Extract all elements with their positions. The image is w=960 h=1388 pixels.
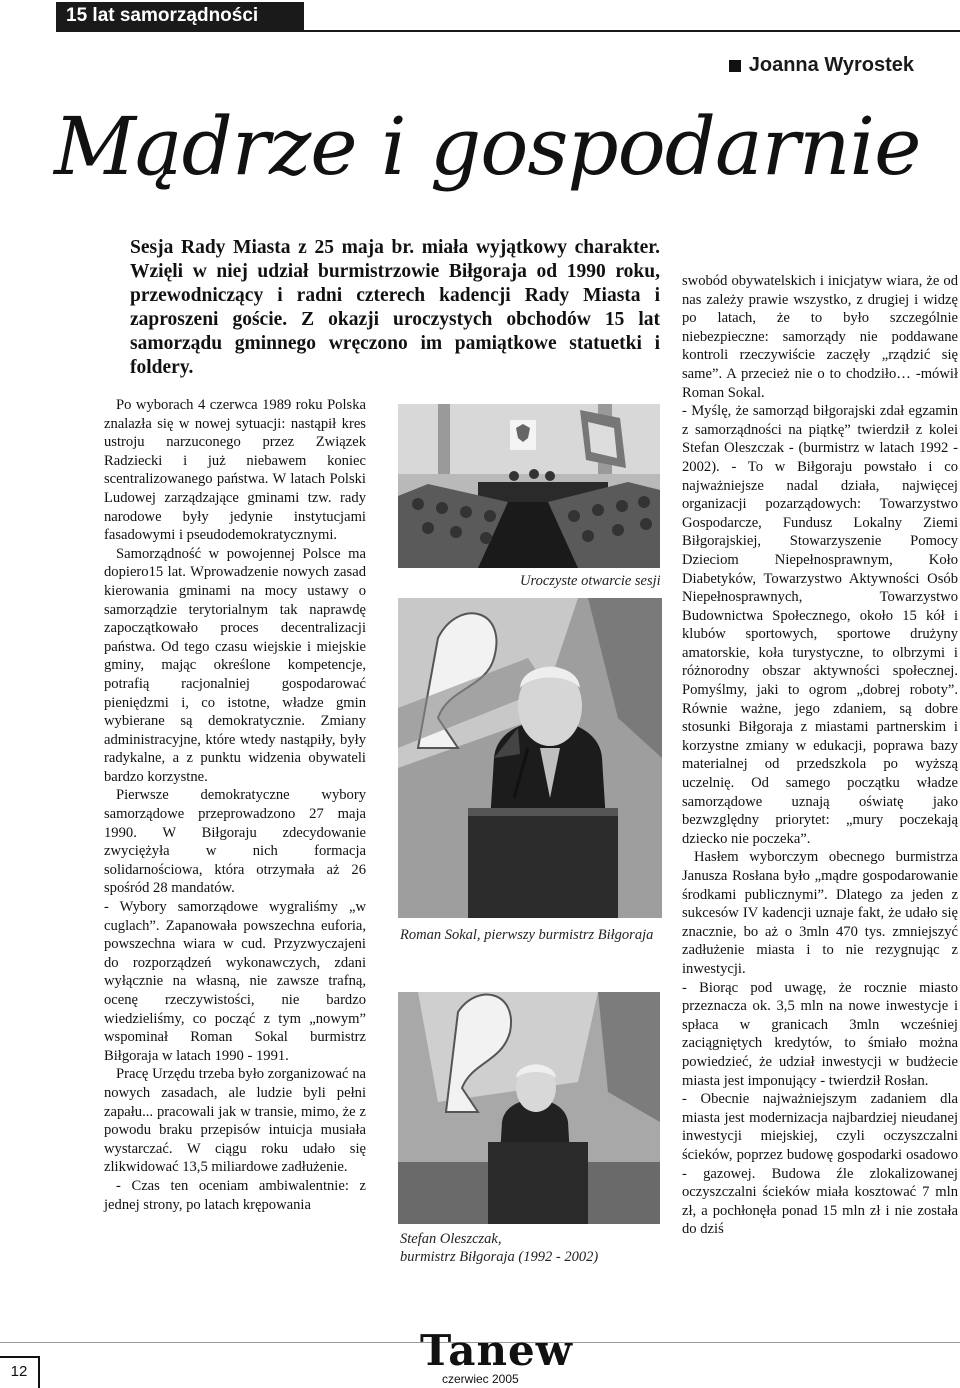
author-name: Joanna Wyrostek — [748, 54, 914, 76]
text-column-left — [104, 396, 366, 1214]
paragraph: - Obecnie najważniejszym zadaniem dla miasta jest modernizacja najbardziej nieudanej inwestycji miejskiej, czyli oczyszczalni ścieków, poprzez budowę gospodarki osadowo - gazowej. Budowa źle zlokalizowanej oczyszczalni ścieków miała kosztować 7 mln zł, a pochłonęła ponad 15 mln zł i nie została do dziś — [682, 1091, 958, 1238]
paragraph: - Biorąc pod uwagę, że rocznie miasto przeznacza ok. 3,5 mln na nowe inwestycje i spłaca w granicach 3mln wcześniej zaciągniętych kredytów, to śmiało można powiedzieć, że udział inwestycji w budżecie miasta jest imponujący - twierdził Rosłan. — [682, 979, 958, 1089]
author-byline — [729, 54, 914, 77]
header-rule — [56, 30, 960, 32]
magazine-logo: Tanew — [420, 1326, 573, 1375]
paragraph: Hasłem wyborczym obecnego burmistrza Janusza Rosłana było „mądre gospodarowanie środkami publicznymi”. Dlatego za jeden z sukcesów IV kadencji uznaje fakt, że udało się znacznie, bo aż o 3mln 470 tys. zmniejszyć zadłużenie miasta i to nie rezygnując z inwestycji. — [682, 849, 958, 977]
paragraph: Pracę Urzędu trzeba było zorganizować na nowych zasadach, ale ludzie byli pełni zapału... pracowali jak w transie, mimo, że z powodu braku przepisów intuicja musiała wystarczać. W ciągu roku udało się zlikwidować 13,5 miliardowe zadłużenie. — [104, 1066, 366, 1176]
paragraph: Samorządność w powojennej Polsce ma dopiero15 lat. Wprowadzenie nowych zasad kierowania gminami na mocy ustawy o samorządzie terytorialnym tak naprawdę zapoczątkowało proces decentralizacji państwa. Od tego czasu wiejskie i miejskie gminy, mając określone kompetencje, potrafią racjonalniej gospodarować pieniędzmi i, co istotne, władze gmin wybierane są demokratycznie. Zmiany administracyjne, które wtedy nastąpiły, były radykalne, a z punktu widzenia obywateli bardzo korzystne. — [104, 545, 366, 785]
article-lead: Sesja Rady Miasta z 25 maja br. miała wyjątkowy charakter. Wzięli w niej udział burmistrzowie Biłgoraja od 1990 roku, przewodniczący i radni czterech kadencji Rady Miasta i zaproszeni goście. Z okazji uroczystych obchodów 15 lat samorządu gminnego wręczono im pamiątkowe statuetki i foldery. — [130, 237, 660, 378]
square-bullet-icon — [729, 60, 741, 72]
issue-date: czerwiec 2005 — [442, 1372, 519, 1386]
paragraph: - Myślę, że samorząd biłgorajski zdał egzamin z samorządności na piątkę” twierdził z kolei Stefan Oleszczak - (burmistrz w latach 1992 - 2002). - To w Biłgoraju powstało i co najważniejsze nadal działa, najwięcej organizacji pozarządowych: Towarzystwo Gospodarcze, Fundusz Lokalny Ziemi Biłgorajskiej, Stowarzyszenie Pomocy Dzieciom Niepełnosprawnym, Koło Diabetyków, Towarzystwo Aktywności Osób Niepełnosprawnych, Towarzystwo Budownictwa Społecznego, około 15 kół i klubów sportowych, sportowe drużyny amatorskie, koła turystyczne, to olbrzymi i różnorodny obszar aktywności społecznej. Pomyślmy, jaki to ogrom „dobrej roboty”. Równie ważne, jego zdaniem, są dobre stosunki Biłgoraja z miastami partnerskim i korzystne zmiany w edukacji, poprawa bazy materialnej od przedszkola po wyższą uczelnię. Od samego początku władze samorządowe uznają oświatę jako bezwzględny priorytet: „mury poczekają dziecko nie poczeka”. — [682, 403, 958, 847]
paragraph: - Wybory samorządowe wygraliśmy „w cuglach”. Zapanowała powszechna euforia, powszechna wiara w cud. Przyzwyczajeni do rozporządzeń wykonawczych, zdani wyłącznie na własną, nie zawsze trafną, ocenę rzeczywistości, nie bardzo wiedzieliśmy, co począć z tym „nowym” wspominał Roman Sokal burmistrz Biłgoraja w latach 1990 - 1991. — [104, 899, 366, 1064]
paragraph: Po wyborach 4 czerwca 1989 roku Polska znalazła się w nowej sytuacji: nastąpił kres ustroju narzuconego przez Związek Radziecki i już niebawem koniec scentralizowanego państwa. W latach Polski Ludowej zarządzające gminami tzw. rady narodowe były jedynie instytucjami fasadowymi i pseudodemokratycznymi. — [104, 397, 366, 544]
photo-caption: Uroczyste otwarcie sesji — [520, 573, 661, 589]
paragraph: Pierwsze demokratyczne wybory samorządowe przeprowadzono 27 maja 1990. W Biłgoraju zdecydowanie zwyciężyła w nich formacja solidarnościowa, która otrzymała aż 26 spośród 28 mandatów. — [104, 787, 366, 897]
section-label: 15 lat samorządności — [56, 2, 304, 30]
paragraph: - Czas ten oceniam ambiwalentnie: z jednej strony, po latach krępowania — [104, 1177, 366, 1213]
photo-session-hall — [398, 404, 660, 568]
caption-line: Stefan Oleszczak, — [400, 1231, 502, 1247]
text-column-right — [682, 272, 958, 1239]
photo-roman-sokal — [398, 598, 662, 918]
photo-stefan-oleszczak — [398, 992, 660, 1224]
page-number: 12 — [0, 1356, 40, 1388]
caption-line: burmistrz Biłgoraja (1992 - 2002) — [400, 1249, 599, 1265]
article-headline: Mądrze i gospodarnie — [54, 100, 921, 193]
paragraph: swobód obywatelskich i inicjatyw wiara, że od nas zależy prawie wszystko, z drugiej i widzę po latach, że to było szczególnie niebezpieczne: samorządy nie poddawane kontroli rzeczywiście zaczęły „rządzić się same”. A przecież nie o to chodziło… -mówił Roman Sokal. — [682, 273, 958, 401]
photo-caption: Roman Sokal, pierwszy burmistrz Biłgoraja — [400, 927, 654, 943]
photo-caption — [400, 1230, 598, 1266]
